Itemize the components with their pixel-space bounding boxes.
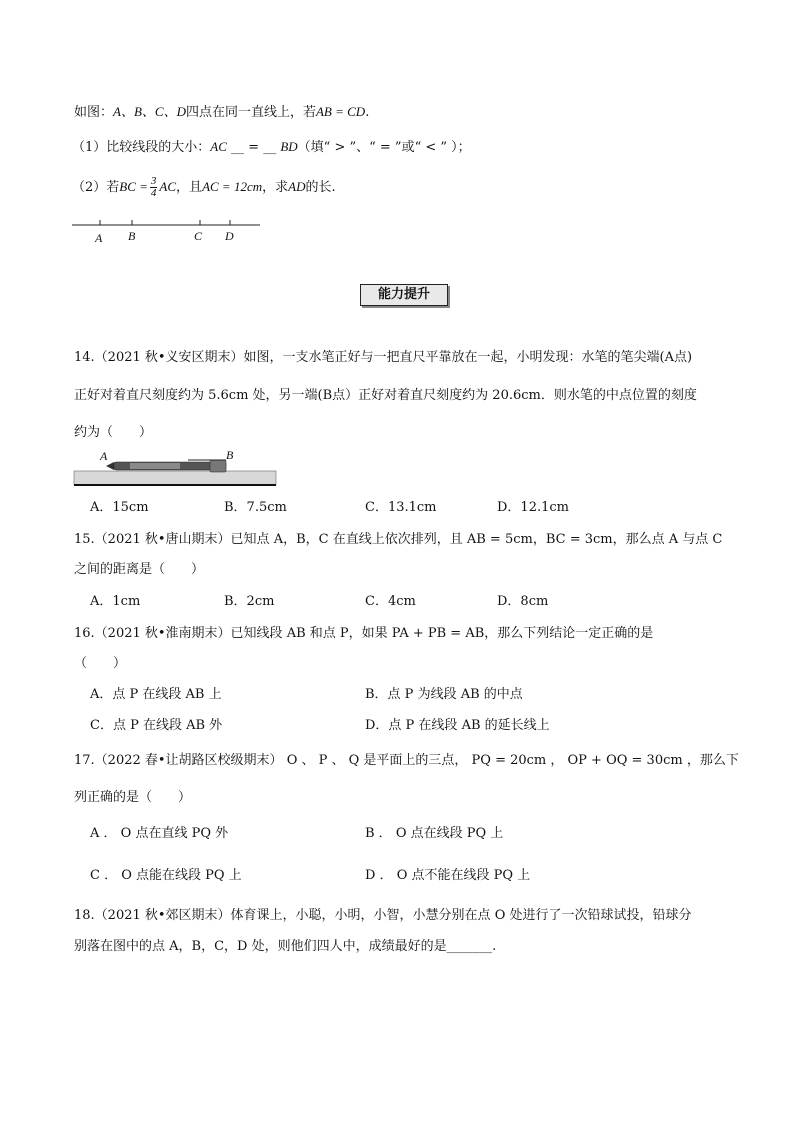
pen-label-a: A [100, 449, 108, 463]
q16-option-b[interactable]: B．点 P 为线段 AB 的中点 [365, 687, 523, 702]
q17-option-c[interactable]: C ． O 点能在线段 PQ 上 [90, 868, 242, 883]
q15-option-a[interactable]: A．1cm [90, 594, 141, 609]
q15-option-d[interactable]: D．8cm [497, 594, 549, 609]
intro-part-2: （2）若BC = $\frac{3}{4}$ AC，且AC = 12cm，求AD的长. [72, 175, 336, 199]
q14-option-a[interactable]: A．15cm [90, 500, 149, 515]
pen-label-b: B [226, 448, 234, 462]
label-d: D [225, 229, 234, 243]
q14-line-3: 约为（ ） [74, 425, 153, 440]
q15-option-c[interactable]: C．4cm [365, 594, 416, 609]
q18-line-2: 别落在图中的点 A，B，C，D 处，则他们四人中，成绩最好的是_______. [74, 939, 497, 954]
q17-option-b[interactable]: B ． O 点在线段 PQ 上 [365, 826, 504, 841]
q18-line-1: 18.（2021 秋•郊区期末）体育课上，小聪，小明，小智，小慧分别在点 O 处进行了一次铅球试投，铅球分 [74, 908, 692, 923]
q16-option-d[interactable]: D．点 P 在线段 AB 的延长线上 [365, 718, 550, 733]
q16-option-c[interactable]: C．点 P 在线段 AB 外 [90, 718, 223, 733]
pen-grip [130, 463, 180, 469]
q17-line-2: 列正确的是（ ） [74, 790, 192, 805]
q17-option-a[interactable]: A ． O 点在直线 PQ 外 [90, 826, 229, 841]
q14-option-c[interactable]: C．13.1cm [365, 500, 437, 515]
fraction-three-quarters: $\frac{3}{4}$ [150, 175, 157, 199]
q14-option-b[interactable]: B．7.5cm [224, 500, 287, 515]
q14-option-d[interactable]: D．12.1cm [497, 500, 569, 515]
intro-line-1: 如图：A、B、C、D四点在同一直线上，若AB = CD. [74, 104, 370, 120]
intro-part-1: （1）比较线段的大小：AC __ = __ BD（填“ > ”、“ = ”或“ < ” ）； [72, 139, 471, 155]
q15-line-2: 之间的距离是（ ） [74, 562, 205, 577]
ruler [74, 471, 276, 485]
label-a: A [95, 231, 103, 245]
label-b: B [128, 229, 136, 243]
q15-option-b[interactable]: B．2cm [224, 594, 275, 609]
label-c: C [194, 229, 203, 243]
q14-line-2: 正好对着直尺刻度约为 5.6cm 处，另一端(B点）正好对着直尺刻度约为 20.6cm．则水笔的中点位置的刻度 [74, 388, 697, 403]
q17-line-1: 17.（2022 春•让胡路区校级期末） O 、 P 、 Q 是平面上的三点， PQ = 20cm ， OP + OQ = 30cm ，那么下 [74, 753, 739, 768]
q17-option-d[interactable]: D ． O 点不能在线段 PQ 上 [365, 868, 531, 883]
pen-tip [106, 462, 114, 470]
pen-cap [210, 460, 226, 472]
q16-line-2: （ ） [74, 656, 127, 671]
section-title: 能力提升 [360, 284, 448, 306]
points-line-diagram [70, 218, 270, 248]
q16-line-1: 16.（2021 秋•淮南期末）已知线段 AB 和点 P，如果 PA + PB = AB，那么下列结论一定正确的是 [74, 626, 654, 641]
q14-line-1: 14.（2021 秋•义安区期末）如图，一支水笔正好与一把直尺平靠放在一起，小明发现：水笔的笔尖端(A点) [74, 350, 693, 365]
q15-line-1: 15.（2021 秋•唐山期末）已知点 A，B，C 在直线上依次排列，且 AB = 5cm，BC = 3cm，那么点 A 与点 C [74, 532, 723, 547]
pen-ruler-diagram [70, 446, 285, 492]
q16-option-a[interactable]: A．点 P 在线段 AB 上 [90, 687, 222, 702]
